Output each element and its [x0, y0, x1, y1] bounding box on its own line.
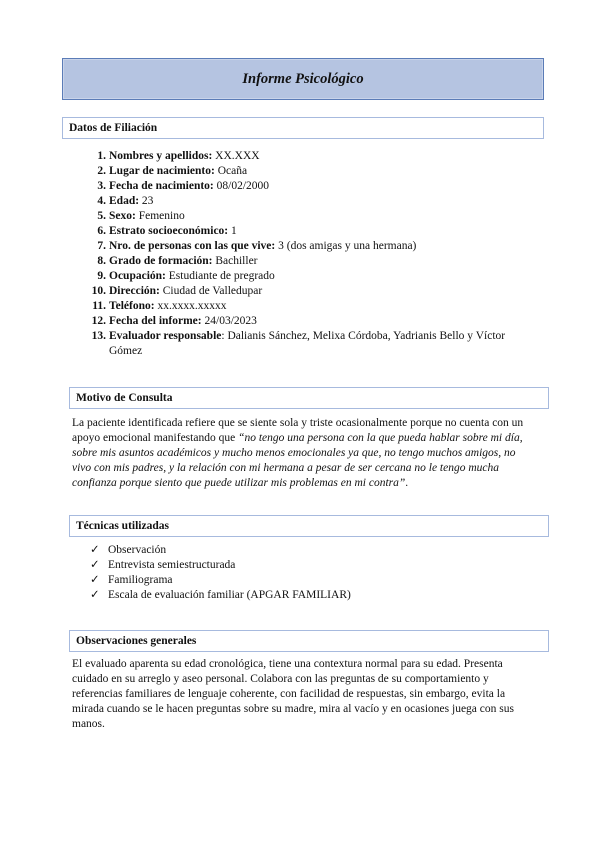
- list-item: 11. Teléfono: xx.xxxx.xxxxx: [92, 300, 227, 312]
- list-item: 3. Fecha de nacimiento: 08/02/2000: [97, 180, 270, 192]
- list-item: 8. Grado de formación: Bachiller: [97, 255, 258, 267]
- list-item: 13. Evaluador responsable: Dalianis Sánchez, Melixa Córdoba, Yadrianis Bello y Víctor Gómez: [91, 330, 506, 357]
- check-icon: ✓: [90, 559, 100, 571]
- list-item: ✓ Entrevista semiestructurada: [90, 559, 236, 571]
- section-heading-label: Técnicas utilizadas: [76, 520, 169, 532]
- list-item: 12. Fecha del informe: 24/03/2023: [91, 315, 257, 327]
- list-item: 10. Dirección: Ciudad de Valledupar: [91, 285, 263, 297]
- filiacion-list: [88, 149, 518, 359]
- section-heading-label: Motivo de Consulta: [76, 392, 173, 404]
- list-item: 6. Estrato socioeconómico: 1: [97, 225, 237, 237]
- observaciones-paragraph: [72, 657, 532, 732]
- list-item: 7. Nro. de personas con las que vive: 3 (dos amigas y una hermana): [97, 240, 417, 252]
- motivo-paragraph: La paciente identificada refiere que se siente sola y triste ocasionalmente porque no cuenta con un apoyo emocional manifestando que “no tengo una persona con la que pueda hablar sobre mi día, sobre mis asuntos académicos y mucho menos emocionales ya que, no tengo muchos amigos, no vivo con mis padres, y la relación con mi hermana a pesar de ser cercana no le tengo mucha confianza porque siento que puede utilizar mis problemas en mi contra”.: [72, 417, 524, 489]
- check-icon: ✓: [90, 544, 100, 556]
- list-item: 4. Edad: 23: [97, 195, 154, 207]
- motivo-quote: “no tengo una persona con la que pueda hablar sobre mi día, sobre mis asuntos académicos y mucho menos emocionales ya que, no tengo muchos amigos, no vivo con mis padres, y la relación con mi hermana a pesar de ser cercana no le tengo mucha confianza porque siento que puede utilizar mis problemas en mi contra”: [72, 432, 523, 489]
- section-heading-observaciones: [69, 630, 549, 652]
- section-heading-label: Datos de Filiación: [69, 122, 158, 134]
- section-heading-label: Observaciones generales: [76, 635, 197, 647]
- tecnicas-list: [90, 543, 351, 603]
- report-title: Informe Psicológico: [242, 70, 364, 87]
- report-title-box: [62, 58, 544, 100]
- list-item: ✓ Escala de evaluación familiar (APGAR FAMILIAR): [90, 589, 351, 601]
- section-heading-filiacion: [62, 117, 544, 139]
- list-item: 1. Nombres y apellidos: XX.XXX: [97, 150, 260, 162]
- observaciones-text: El evaluado aparenta su edad cronológica, tiene una contextura normal para su edad. Presenta cuidado en su arreglo y aseo personal. Colabora con las preguntas de su comportamiento y referencias familiares de lenguaje coherente, con facilidad de respuestas, sin embargo, evita la mirada cuando se le hacen preguntas sobre su madre, mira al vacío y en ocasiones juega con sus manos.: [72, 658, 514, 730]
- list-item: ✓ Observación: [90, 544, 167, 556]
- section-heading-motivo: [69, 387, 549, 409]
- list-item: ✓ Familiograma: [90, 574, 173, 586]
- check-icon: ✓: [90, 589, 100, 601]
- motivo-text: La paciente identificada refiere que se siente sola y triste ocasionalmente porque no cuenta con un apoyo emocional manifestando que: [72, 417, 524, 444]
- section-heading-tecnicas: [69, 515, 549, 537]
- list-item: 2. Lugar de nacimiento: Ocaña: [97, 165, 248, 177]
- list-item: 9. Ocupación: Estudiante de pregrado: [97, 270, 275, 282]
- list-item: 5. Sexo: Femenino: [97, 210, 185, 222]
- check-icon: ✓: [90, 574, 100, 586]
